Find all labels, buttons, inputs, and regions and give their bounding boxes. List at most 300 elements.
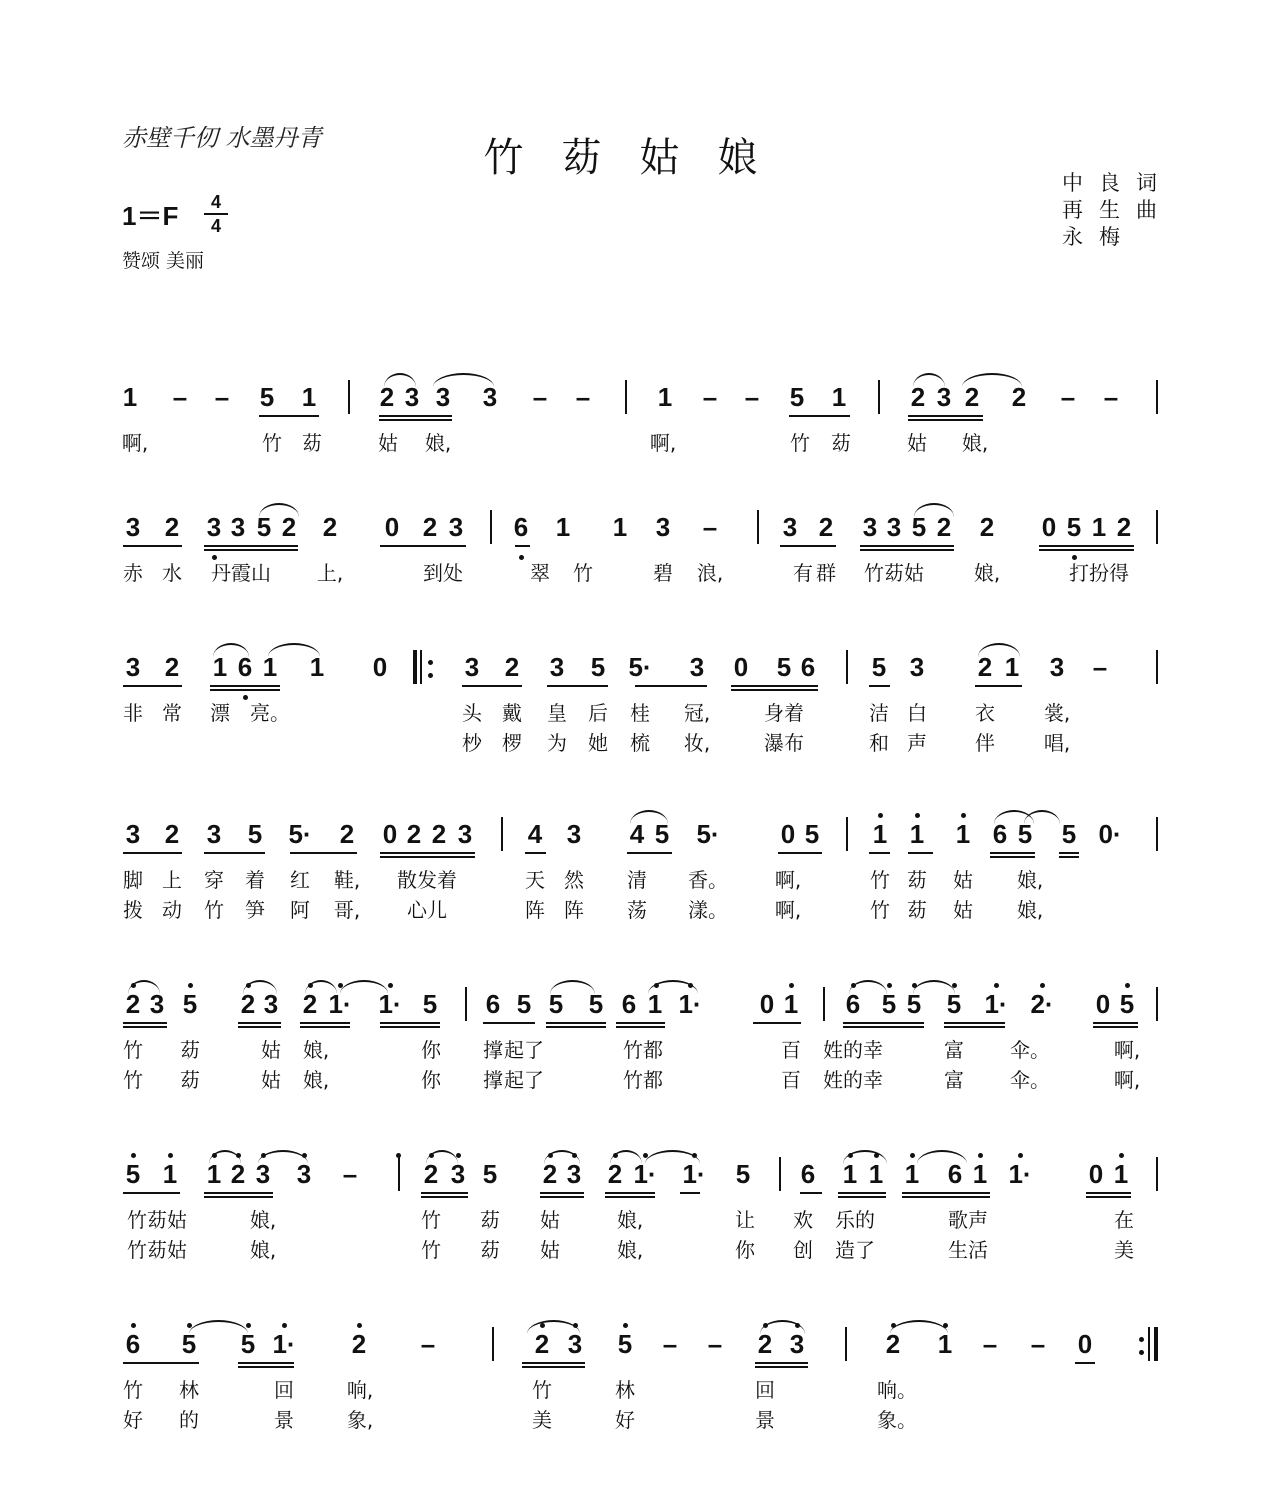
note: 5· [628,652,652,682]
note: – [532,382,548,412]
note: 3 [482,382,498,412]
beam-underline [789,415,850,417]
beam-underline [522,1362,585,1364]
beam-underline-double [902,1196,990,1198]
beam-underline [123,1022,167,1024]
lyric-verse2: 娘, [302,1068,330,1092]
lyric-verse2: 美 [1114,1238,1134,1262]
note: 5 [1061,819,1077,849]
octave-dot-high [912,983,917,988]
beam-underline [860,545,954,547]
lyric-verse1: 苭 [907,868,927,892]
note: 1· [682,1159,706,1189]
note: 1· [272,1329,296,1359]
note: – [707,1329,723,1359]
note: 4 [629,819,645,849]
slur-tie [913,980,955,994]
beam-underline [753,1022,801,1024]
note: 3 [125,652,141,682]
note: 2 [164,819,180,849]
slur-tie [914,503,954,517]
note: 0 [1041,512,1057,542]
lyric-verse1: 娘, [973,561,1001,585]
octave-dot-high [1119,1153,1124,1158]
lyric-verse1: 洁 [869,701,889,725]
note: 1 [831,382,847,412]
barline [1156,817,1158,851]
lyric-verse2: 伴 [975,731,995,755]
note: 2 [1116,512,1132,542]
octave-dot-high [891,1323,896,1328]
lyric-verse2: 唱, [1043,731,1071,755]
beam-underline [238,1022,281,1024]
note: 1 [904,1159,920,1189]
lyric-verse2: 竹 [123,1068,143,1092]
beam-underline [800,1192,822,1194]
lyric-verse2: 阵 [564,898,584,922]
note: 5 [617,1329,633,1359]
lyric-verse2: 景 [755,1408,775,1432]
beam-underline-double [380,1026,440,1028]
note: 2 [351,1329,367,1359]
lyric-verse2: 笋 [245,898,265,922]
note: – [420,1329,436,1359]
lyric-verse1: 姑 [953,868,973,892]
octave-dot-high [910,1153,915,1158]
lyric-verse1: 群 [816,561,836,585]
octave-dot-high [131,983,136,988]
barline [501,817,503,851]
beam-underline [238,1362,294,1364]
beam-underline [635,685,707,687]
note: – [342,1159,358,1189]
lyric-verse1: 竹 [532,1378,552,1402]
note: 2 [542,1159,558,1189]
lyric-verse2: 撑 [483,1068,503,1092]
octave-dot-high [168,1153,173,1158]
lyric-verse1: 后 [588,701,608,725]
slur-tie [890,1320,948,1334]
note: 0 [733,652,749,682]
note: – [702,382,718,412]
octave-dot-high [573,1323,578,1328]
note: 2 [910,382,926,412]
lyric-verse1: 裳, [1043,701,1071,725]
octave-dot-high [623,1323,628,1328]
lyric-verse1: 娘, [302,1038,330,1062]
slur-tie [962,373,1022,387]
note: 1· [328,989,352,1019]
lyric-verse1: 水 [162,561,182,585]
note: 3 [230,512,246,542]
lyric-verse2: 梳 [630,731,650,755]
lyric-verse2: 你 [421,1068,441,1092]
note: 5 [654,819,670,849]
lyric-verse1: 赤 [123,561,143,585]
beam-underline [421,1192,468,1194]
beam-underline-double [380,856,475,858]
slur-tie [340,980,388,994]
octave-dot-high [789,983,794,988]
lyric-verse2: 竹都 [623,1068,663,1092]
slur-tie [189,1320,248,1334]
octave-dot-high [212,1153,217,1158]
octave-dot-high [887,983,892,988]
lyric-verse1: 撑 [483,1038,503,1062]
note: 3 [448,512,464,542]
lyric-verse1: 脚 [123,868,143,892]
lyric-verse2: 苭 [480,1238,500,1262]
octave-dot-high [613,1153,618,1158]
note: 5· [696,819,720,849]
note: 6 [992,819,1008,849]
lyric-verse1: 竹 [421,1208,441,1232]
lyric-verse1: 欢 [793,1208,813,1232]
note: – [744,382,760,412]
beam-underline [204,852,265,854]
note: 5 [259,382,275,412]
beam-underline-double [204,549,298,551]
lyric-verse1: 碧 [653,561,673,585]
beam-underline [123,852,182,854]
note: 3 [125,512,141,542]
lyric-verse1: 白 [907,701,927,725]
note: 1 [612,512,628,542]
note: 5 [182,989,198,1019]
lyric-verse1: 让 [735,1208,755,1232]
beam-underline [515,545,530,547]
octave-dot-high [131,1153,136,1158]
beam-underline-double [605,1196,655,1198]
octave-dot-high [540,1323,545,1328]
barline [845,1327,847,1361]
beam-underline [204,545,298,547]
octave-dot-low [212,555,217,560]
note: 5 [548,989,564,1019]
beam-underline [380,852,475,854]
lyric-verse1: 啊, [1113,1038,1141,1062]
slur-tie [1024,810,1060,824]
beam-underline [204,1192,273,1194]
lyric-verse1: 桂 [630,701,650,725]
lyric-verse1: 啊, [774,868,802,892]
slur-tie [978,643,1020,657]
barline [1156,1157,1158,1191]
note: 1 [872,819,888,849]
note: 6 [621,989,637,1019]
lyric-verse2: 百 [781,1068,801,1092]
note: 1 [909,819,925,849]
beam-underline-double [908,419,983,421]
note: 1 [309,652,325,682]
octave-dot-high [1125,983,1130,988]
note: 5 [256,512,272,542]
lyric-verse2: 造了 [835,1238,875,1262]
beam-underline [540,1192,584,1194]
beam-underline-double [540,1196,584,1198]
lyric-verse1: 头 [462,701,482,725]
beam-underline-double [860,549,954,551]
lyric-verse1: 姓的幸 [823,1038,883,1062]
barline [348,380,350,414]
barline [757,510,759,544]
lyric-verse1: 散发着 [397,868,457,892]
lyric-verse2: 漾。 [688,898,728,922]
lyric-verse1: 衣 [975,701,995,725]
lyric-verse2: 和 [869,731,889,755]
lyric-verse2: 竹苭姑 [127,1238,187,1262]
lyric-verse2: 生活 [948,1238,988,1262]
note: 3 [435,382,451,412]
lyric-verse2: 的 [179,1408,199,1432]
beam-underline-double [300,1026,350,1028]
beam-underline [616,1022,665,1024]
song-title: 竹苭姑娘 [483,135,796,181]
note: 2 [431,819,447,849]
note: 2 [302,989,318,1019]
note: 1· [378,989,402,1019]
lyric-verse2: 竹 [421,1238,441,1262]
note: – [1030,1329,1046,1359]
beam-underline [975,685,1022,687]
lyric-verse2: 娘, [1016,898,1044,922]
lyric-verse1: 常 [162,701,182,725]
lyric-verse1: 竹 [123,1378,143,1402]
octave-dot-high [572,1153,577,1158]
note: 2 [230,1159,246,1189]
note: 2 [534,1329,550,1359]
note: 2 [979,512,995,542]
beam-underline [1093,1022,1138,1024]
lyric-verse1: 苭 [180,1038,200,1062]
note: 2 [422,512,438,542]
key-signature: 1＝F [122,201,179,231]
note: 1 [122,382,138,412]
note: 6 [800,1159,816,1189]
note: 3 [263,989,279,1019]
note: 0 [1088,1159,1104,1189]
lyric-verse1: 响, [346,1378,374,1402]
note: 2 [607,1159,623,1189]
beam-underline [869,685,890,687]
note: 5 [776,652,792,682]
note: 1 [555,512,571,542]
note: 1· [678,989,702,1019]
lyric-verse1: 乐的 [835,1208,875,1232]
lyric-verse1: 姑 [378,431,398,455]
octave-dot-high [396,1153,401,1158]
octave-dot-high [282,1323,287,1328]
note: 3 [296,1159,312,1189]
lyric-verse1: 回 [755,1378,775,1402]
octave-dot-high [994,983,999,988]
barline [490,510,492,544]
note: 2 [281,512,297,542]
note: 6 [800,652,816,682]
barline [1156,380,1158,414]
lyric-verse1: 歌声 [948,1208,988,1232]
note: 1· [984,989,1008,1019]
lyric-verse1: 冠, [683,701,711,725]
barline [823,987,825,1021]
lyric-verse2: 起了 [504,1068,544,1092]
note: 2 [240,989,256,1019]
lyric-verse2: 荡 [627,898,647,922]
note: 6 [845,989,861,1019]
lyric-verse1: 竹 [262,431,282,455]
lyric-verse2: 苭 [907,898,927,922]
time-top: 4 [210,192,221,212]
lyric-verse1: 穿 [204,868,224,892]
note: 1 [842,1159,858,1189]
beam-underline [290,852,357,854]
note: 6 [237,652,253,682]
lyric-verse2: 竹 [870,898,890,922]
note: 5 [482,1159,498,1189]
repeat-end-thin [1148,1327,1150,1361]
note: 0 [384,512,400,542]
beam-underline [380,545,466,547]
lyric-verse1: 苭 [831,431,851,455]
octave-dot-high [763,1323,768,1328]
octave-dot-high [961,813,966,818]
beam-underline [755,1362,808,1364]
note: – [1103,382,1119,412]
octave-dot-high [978,1153,983,1158]
time-signature [204,192,228,236]
lyric-verse1: 娘, [424,431,452,455]
octave-dot-high [302,1153,307,1158]
note: 2 [164,652,180,682]
note: 2 [1011,382,1027,412]
lyric-verse1: 清 [627,868,647,892]
note: 1 [301,382,317,412]
lyric-verse1: 竹 [870,868,890,892]
note: 0 [759,989,775,1019]
slur-tie [384,373,416,387]
beam-underline-double [123,1026,167,1028]
note: 3 [206,819,222,849]
octave-dot-high [851,983,856,988]
note: 2 [322,512,338,542]
octave-dot-high [1018,1153,1023,1158]
beam-underline [908,415,983,417]
note: 1 [647,989,663,1019]
note: 5 [1119,989,1135,1019]
beam-underline [1039,545,1134,547]
note: 1 [262,652,278,682]
lyric-verse1: 响。 [877,1378,917,1402]
lyric-verse1: 你 [421,1038,441,1062]
note: 2 [164,512,180,542]
lyric-verse1: 啊, [121,431,149,455]
lyric-verse1: 着 [245,868,265,892]
lyric-verse1: 浪, [696,561,724,585]
octave-dot-high [308,983,313,988]
lyric-verse1: 身着 [764,701,804,725]
barline [779,1157,781,1191]
note: 3 [782,512,798,542]
note: 6 [125,1329,141,1359]
beam-underline-double [210,689,280,691]
beam-underline-double [238,1366,294,1368]
repeat-dot [1139,1337,1144,1342]
note: 1 [212,652,228,682]
beam-underline [843,1022,924,1024]
note: 2 [885,1329,901,1359]
lyric-verse1: 竹 [573,561,593,585]
lyric-verse1: 翠 [530,561,550,585]
note: 6 [513,512,529,542]
beam-underline [380,1022,440,1024]
lyric-verse2: 妆, [683,731,711,755]
octave-dot-low [1072,555,1077,560]
beam-underline [944,1022,1005,1024]
note: 5 [125,1159,141,1189]
beam-underline [605,1192,655,1194]
note: 3 [549,652,565,682]
note: 3 [566,1159,582,1189]
note: 2 [379,382,395,412]
lyric-verse1: 竹 [123,1038,143,1062]
lyric-verse2: 姑 [953,898,973,922]
octave-dot-high [187,1323,192,1328]
note: 1 [955,819,971,849]
beam-underline [990,852,1035,854]
beam-underline [123,1362,199,1364]
note: 2 [977,652,993,682]
beam-underline-double [204,1196,273,1198]
barline [465,987,467,1021]
lyric-verse1: 然 [564,868,584,892]
note: 5 [911,512,927,542]
lyric-verse1: 红 [290,868,310,892]
note: 0 [1077,1329,1093,1359]
beam-underline [1075,1362,1095,1364]
lyric-verse1: 苭 [302,431,322,455]
slur-tie [259,503,299,517]
note: 5 [422,989,438,1019]
beam-underline [902,1192,990,1194]
lyric-verse2: 象, [346,1408,374,1432]
note: 2 [818,512,834,542]
lyric-verse2: 娘, [616,1238,644,1262]
note: 5 [181,1329,197,1359]
note: 3 [125,819,141,849]
lyric-verse2: 阿 [290,898,310,922]
beam-underline [1059,852,1079,854]
note: 3 [450,1159,466,1189]
lyric-verse1: 打扮得 [1069,561,1129,585]
beam-underline [379,415,452,417]
note: 1 [657,382,673,412]
slur-tie [213,643,249,657]
note: 1· [1008,1159,1032,1189]
lyric-verse1: 伞。 [1010,1038,1050,1062]
note: 3 [206,512,222,542]
lyric-verse2: 杪 [462,731,482,755]
lyric-verse2: 景 [274,1408,294,1432]
lyric-verse1: 亮。 [250,701,290,725]
lyric-verse1: 林 [615,1378,635,1402]
lyric-verse2: 象。 [877,1408,917,1432]
lyric-verse1: 竹苭姑 [864,561,924,585]
note: 5 [240,1329,256,1359]
beam-underline-double [838,1196,886,1198]
note: 5 [906,989,922,1019]
slur-tie [917,1150,967,1164]
note: 3 [566,819,582,849]
